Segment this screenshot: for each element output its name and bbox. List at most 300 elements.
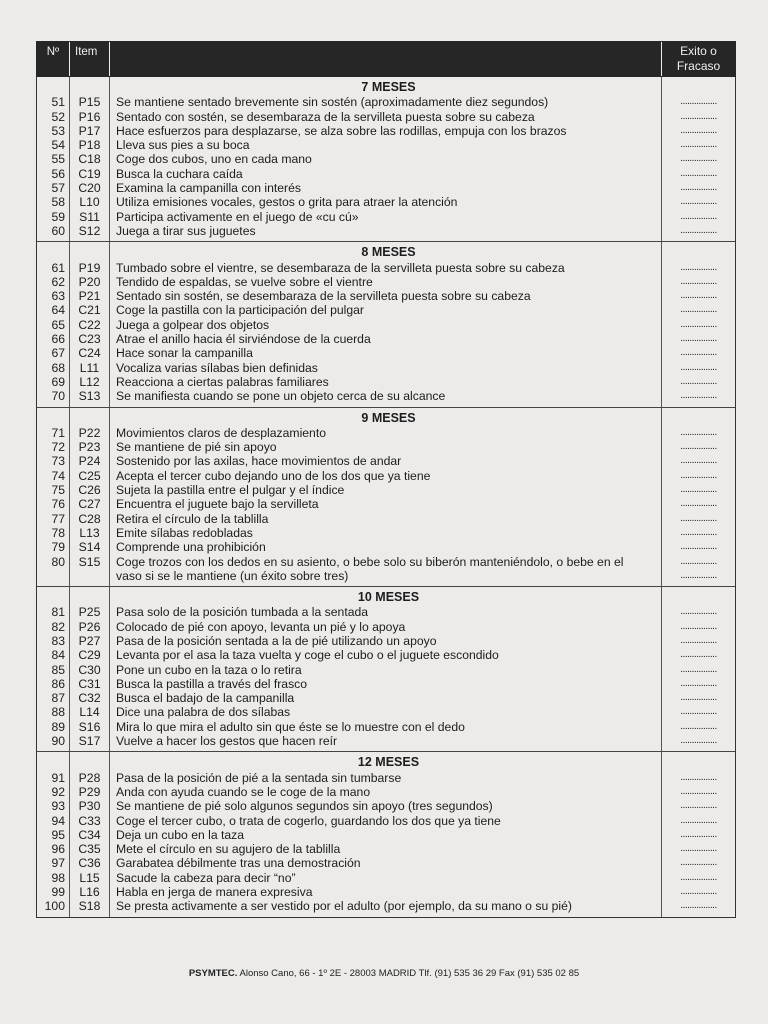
item-description: Utiliza emisiones vocales, gestos o grita para atraer la atención [110,195,662,209]
result-blank: ................ [680,290,717,302]
result-blank: ................ [680,318,717,330]
table-row [37,375,735,389]
item-code: L10 [70,195,110,209]
table-row [37,361,735,375]
item-number: 78 [37,526,70,540]
result-blank: ................ [680,333,717,345]
item-code: L14 [70,705,110,719]
cell-empty [662,238,735,241]
item-code: C33 [70,814,110,828]
table-row [37,426,735,440]
item-description: Levanta por el asa la taza vuelta y coge el cubo o el juguete escondido [110,648,662,662]
item-number: 65 [37,318,70,332]
table-row [37,440,735,454]
item-code: L13 [70,526,110,540]
item-number: 51 [37,95,70,109]
item-description: Tendido de espaldas, se vuelve sobre el vientre [110,275,662,289]
item-description: Se mantiene de pié solo algunos segundos sin apoyo (tres segundos) [110,799,662,813]
result-blank: ................ [680,720,717,732]
item-code: S15 [70,555,110,569]
table-row [37,871,735,885]
item-description: Pone un cubo en la taza o lo retira [110,663,662,677]
item-description: Tumbado sobre el vientre, se desembaraza de la servilleta puesta sobre su cabeza [110,261,662,275]
cell-empty [110,404,662,407]
cell-empty [70,242,110,260]
result-blank: ................ [680,469,717,481]
result-blank: ................ [680,555,717,567]
cell-empty [37,752,70,770]
table-row [37,899,735,913]
table-row-continuation [37,569,735,583]
item-code: L11 [70,361,110,375]
item-description: Pasa solo de la posición tumbada a la sentada [110,605,662,619]
section-title-row [37,752,735,770]
result-blank: ................ [680,110,717,122]
cell-empty [662,404,735,407]
result-blank: ................ [680,426,717,438]
item-number: 54 [37,138,70,152]
item-code: C19 [70,167,110,181]
item-description: Acepta el tercer cubo dejando uno de los dos que ya tiene [110,469,662,483]
cell-empty [37,569,70,583]
item-description: Juega a tirar sus juguetes [110,224,662,238]
cell-empty [70,77,110,95]
cell-empty [70,238,110,241]
cell-empty [70,587,110,605]
table-row [37,469,735,483]
cell-empty [70,752,110,770]
item-code: C36 [70,856,110,870]
table-row [37,124,735,138]
item-code: P27 [70,634,110,648]
item-code: C20 [70,181,110,195]
table-row [37,828,735,842]
item-number: 60 [37,224,70,238]
item-code: P29 [70,785,110,799]
header-result-line2: Fracaso [676,59,721,73]
item-number: 77 [37,512,70,526]
table-row [37,483,735,497]
section-title-row [37,77,735,95]
item-number: 81 [37,605,70,619]
footer-address: Alonso Cano, 66 - 1º 2E - 28003 MADRID Tlf. (91) 535 36 29 Fax (91) 535 02 85 [239,968,580,979]
result-blank: ................ [680,800,717,812]
age-section [37,77,735,241]
cell-empty [37,404,70,407]
table-row [37,95,735,109]
result-blank: ................ [680,620,717,632]
result-blank: ................ [680,375,717,387]
table-row [37,555,735,569]
cell-empty [110,238,662,241]
item-description: Lleva sus pies a su boca [110,138,662,152]
table-row [37,181,735,195]
item-number: 70 [37,389,70,403]
item-description: Busca la cuchara caída [110,167,662,181]
item-code: L15 [70,871,110,885]
result-blank: ................ [680,224,717,236]
table-row [37,705,735,719]
item-description: Participa activamente en el juego de «cu cú» [110,210,662,224]
item-number: 66 [37,332,70,346]
result-blank: ................ [680,512,717,524]
table-row [37,526,735,540]
result-blank: ................ [680,484,717,496]
item-number: 100 [37,899,70,913]
item-code: P16 [70,110,110,124]
item-number: 87 [37,691,70,705]
cell-empty [662,242,735,260]
item-code: S16 [70,720,110,734]
result-blank: ................ [680,275,717,287]
item-number: 86 [37,677,70,691]
cell-empty [70,404,110,407]
result-blank: ................ [680,649,717,661]
age-section [37,751,735,916]
item-number: 88 [37,705,70,719]
result-blank: ................ [680,771,717,783]
table-row [37,110,735,124]
cell-empty [70,408,110,426]
cell-empty [70,569,110,583]
table-row [37,677,735,691]
item-code: P24 [70,454,110,468]
result-blank: ................ [680,96,717,108]
item-description: Vuelve a hacer los gestos que hacen reír [110,734,662,748]
cell-empty [662,748,735,751]
item-number: 82 [37,620,70,634]
item-code: P22 [70,426,110,440]
item-code: P28 [70,771,110,785]
section-title: 12 MESES [110,752,662,770]
cell-empty [110,748,662,751]
table-row [37,346,735,360]
item-number: 85 [37,663,70,677]
table-header [36,41,736,77]
result-blank: ................ [680,304,717,316]
table-row [37,856,735,870]
item-number: 94 [37,814,70,828]
result-blank: ................ [680,677,717,689]
cell-empty [37,748,70,751]
item-number: 63 [37,289,70,303]
items-table [36,77,736,918]
item-number: 76 [37,497,70,511]
item-code: C32 [70,691,110,705]
result-blank: ................ [680,569,717,581]
table-row [37,389,735,403]
item-code: P25 [70,605,110,619]
result-blank: ................ [680,692,717,704]
item-number: 57 [37,181,70,195]
item-code: P18 [70,138,110,152]
item-description: Se mantiene sentado brevemente sin sostén (aproximadamente diez segundos) [110,95,662,109]
cell-empty [37,77,70,95]
footer [0,968,768,979]
item-description: Vocaliza varias sílabas bien definidas [110,361,662,375]
item-code: C29 [70,648,110,662]
table-row [37,332,735,346]
section-title-row [37,242,735,260]
result-blank: ................ [680,706,717,718]
cell-empty [110,914,662,917]
table-row [37,318,735,332]
item-description: Coge el tercer cubo, o trata de cogerlo, guardando los dos que ya tiene [110,814,662,828]
item-code: C24 [70,346,110,360]
table-row [37,195,735,209]
item-description: Mira lo que mira el adulto sin que éste se lo muestre con el dedo [110,720,662,734]
item-number: 80 [37,555,70,569]
item-description: Habla en jerga de manera expresiva [110,885,662,899]
table-row [37,734,735,748]
item-description: Busca la pastilla a través del frasco [110,677,662,691]
result-blank: ................ [680,886,717,898]
item-number: 58 [37,195,70,209]
result-blank: ................ [680,663,717,675]
header-result [662,42,735,76]
item-description: Atrae el anillo hacia él sirviéndose de la cuerda [110,332,662,346]
item-description: Garabatea débilmente tras una demostración [110,856,662,870]
item-number: 61 [37,261,70,275]
result-blank: ................ [680,390,717,402]
item-description: Sentado sin sostén, se desembaraza de la servilleta puesta sobre su cabeza [110,289,662,303]
item-number: 99 [37,885,70,899]
cell-empty [662,583,735,586]
item-description: Busca el badajo de la campanilla [110,691,662,705]
result-blank: ................ [680,210,717,222]
section-spacer [37,914,735,917]
cell-empty [662,587,735,605]
age-section [37,241,735,406]
result-blank: ................ [680,139,717,151]
result-blank: ................ [680,526,717,538]
item-description: Coge trozos con los dedos en su asiento, o bebe solo su biberón manteniéndolo, o bebe en el [110,555,662,569]
item-code: S11 [70,210,110,224]
item-description: Dice una palabra de dos sílabas [110,705,662,719]
item-number: 93 [37,799,70,813]
result-blank: ................ [680,347,717,359]
item-number: 68 [37,361,70,375]
cell-empty [37,587,70,605]
cell-empty [37,408,70,426]
item-description: Comprende una prohibición [110,540,662,554]
section-title-row [37,587,735,605]
item-number: 89 [37,720,70,734]
item-number: 83 [37,634,70,648]
result-blank: ................ [680,153,717,165]
table-row [37,512,735,526]
item-number: 62 [37,275,70,289]
item-description: Colocado de pié con apoyo, levanta un pié y lo apoya [110,620,662,634]
result-blank: ................ [680,498,717,510]
item-code: C31 [70,677,110,691]
item-description: Retira el círculo de la tablilla [110,512,662,526]
item-code: S13 [70,389,110,403]
item-number: 79 [37,540,70,554]
item-description: Examina la campanilla con interés [110,181,662,195]
result-blank: ................ [680,541,717,553]
result-blank: ................ [680,361,717,373]
item-number: 92 [37,785,70,799]
result-blank: ................ [680,828,717,840]
item-code: P17 [70,124,110,138]
table-row [37,152,735,166]
result-blank: ................ [680,182,717,194]
item-number: 84 [37,648,70,662]
cell-empty [70,914,110,917]
item-description: Sujeta la pastilla entre el pulgar y el índice [110,483,662,497]
item-number: 98 [37,871,70,885]
item-code: S18 [70,899,110,913]
item-number: 52 [37,110,70,124]
table-row [37,785,735,799]
result-blank: ................ [680,455,717,467]
age-section [37,407,735,587]
table-row [37,261,735,275]
table-row [37,275,735,289]
table-row [37,497,735,511]
item-description: Se presta activamente a ser vestido por el adulto (por ejemplo, da su mano o su pié) [110,899,662,913]
header-number: Nº [37,42,70,76]
result-blank: ................ [680,634,717,646]
cell-empty [70,583,110,586]
cell-empty [662,914,735,917]
item-description: Juega a golpear dos objetos [110,318,662,332]
item-description: Anda con ayuda cuando se le coge de la mano [110,785,662,799]
item-description: Deja un cubo en la taza [110,828,662,842]
item-description: Encuentra el juguete bajo la servilleta [110,497,662,511]
table-row [37,885,735,899]
item-number: 90 [37,734,70,748]
item-description: Hace sonar la campanilla [110,346,662,360]
item-description: Sacude la cabeza para decir “no” [110,871,662,885]
result-blank: ................ [680,900,717,912]
item-number: 75 [37,483,70,497]
item-code: C35 [70,842,110,856]
table-row [37,663,735,677]
item-number: 59 [37,210,70,224]
item-code: C23 [70,332,110,346]
section-title: 10 MESES [110,587,662,605]
item-number: 73 [37,454,70,468]
item-number: 95 [37,828,70,842]
table-row [37,720,735,734]
result-blank: ................ [680,785,717,797]
cell-empty [662,77,735,95]
table-row [37,289,735,303]
item-code: C18 [70,152,110,166]
item-code: C34 [70,828,110,842]
result-blank: ................ [680,167,717,179]
result-blank: ................ [680,843,717,855]
item-description: Emite sílabas redobladas [110,526,662,540]
table-row [37,814,735,828]
item-number: 72 [37,440,70,454]
footer-brand: PSYMTEC. [188,968,238,979]
table-row [37,167,735,181]
item-number: 74 [37,469,70,483]
table-row [37,605,735,619]
result-blank: ................ [680,606,717,618]
item-code: C28 [70,512,110,526]
section-spacer [37,748,735,751]
item-number: 69 [37,375,70,389]
item-description: Hace esfuerzos para desplazarse, se alza sobre las rodillas, empuja con los brazos [110,124,662,138]
item-number: 91 [37,771,70,785]
item-number: 67 [37,346,70,360]
result-blank: ................ [680,441,717,453]
item-number: 56 [37,167,70,181]
table-row [37,842,735,856]
cell-empty [662,752,735,770]
table-row [37,648,735,662]
item-code: P19 [70,261,110,275]
item-code: P23 [70,440,110,454]
item-code: L12 [70,375,110,389]
item-code: S17 [70,734,110,748]
item-number: 64 [37,303,70,317]
table-row [37,540,735,554]
item-code: L16 [70,885,110,899]
table-row [37,620,735,634]
item-number: 97 [37,856,70,870]
item-number: 53 [37,124,70,138]
item-description: Sostenido por las axilas, hace movimientos de andar [110,454,662,468]
item-description: Coge la pastilla con la participación del pulgar [110,303,662,317]
item-code: P15 [70,95,110,109]
result-blank: ................ [680,814,717,826]
item-description: Movimientos claros de desplazamiento [110,426,662,440]
item-code: C25 [70,469,110,483]
header-result-line1: Exito o [680,44,717,58]
result-blank: ................ [680,857,717,869]
item-description: Mete el círculo en su agujero de la tablilla [110,842,662,856]
cell-empty [37,583,70,586]
item-description-continued: vaso si se le mantiene (un éxito sobre tres) [110,569,662,583]
item-description: Se mantiene de pié sin apoyo [110,440,662,454]
table-row [37,303,735,317]
cell-empty [662,408,735,426]
item-code: P26 [70,620,110,634]
table-row [37,210,735,224]
item-code: P21 [70,289,110,303]
item-number: 71 [37,426,70,440]
section-title: 9 MESES [110,408,662,426]
cell-empty [37,242,70,260]
section-spacer [37,404,735,407]
result-blank: ................ [680,124,717,136]
item-description: Coge dos cubos, uno en cada mano [110,152,662,166]
item-description: Se manifiesta cuando se pone un objeto cerca de su alcance [110,389,662,403]
item-code: S14 [70,540,110,554]
item-description: Sentado con sostén, se desembaraza de la servilleta puesta sobre su cabeza [110,110,662,124]
section-title: 7 MESES [110,77,662,95]
assessment-sheet [36,41,736,918]
result-blank: ................ [680,261,717,273]
item-code: C27 [70,497,110,511]
item-code: C30 [70,663,110,677]
item-code: C22 [70,318,110,332]
cell-empty [37,238,70,241]
item-description: Pasa de la posición sentada a la de pié utilizando un apoyo [110,634,662,648]
section-spacer [37,583,735,586]
table-row [37,454,735,468]
item-number: 55 [37,152,70,166]
section-spacer [37,238,735,241]
table-row [37,224,735,238]
table-row [37,691,735,705]
table-row [37,634,735,648]
